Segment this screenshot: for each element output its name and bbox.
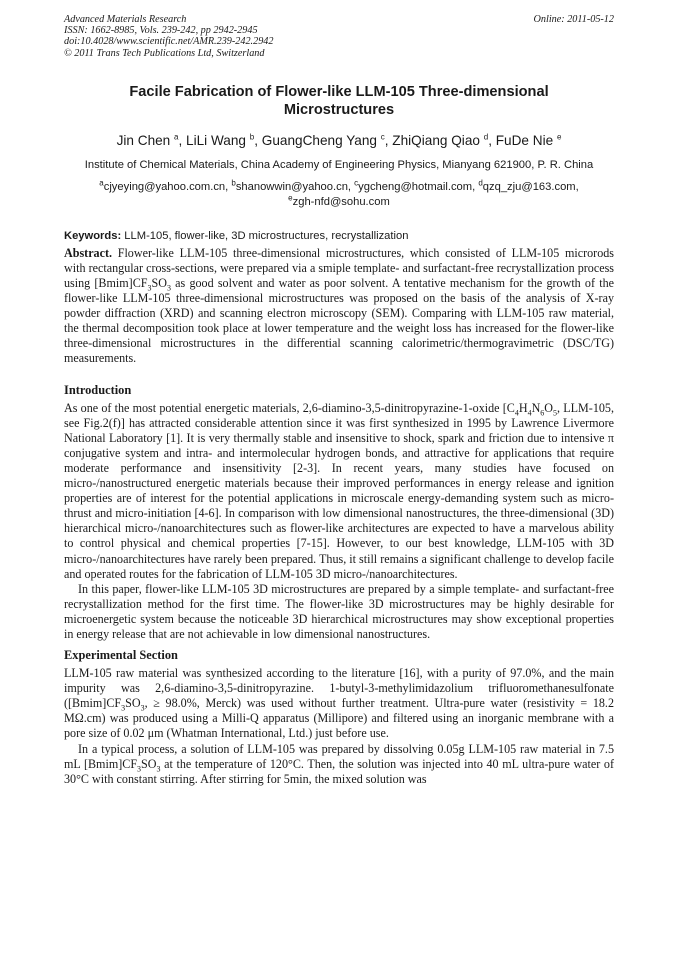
body-text: In a typical process, a solution of LLM-105 was prepared by dissolving 0.05g LLM-105 raw material in 7.5 mL [Bmim]CF	[64, 741, 614, 771]
abstract-text: SO	[151, 276, 167, 290]
author-mark: c	[380, 132, 385, 142]
body-text: SO	[125, 696, 141, 711]
body-text: SO	[141, 756, 157, 771]
author-name: ZhiQiang Qiao	[392, 132, 480, 148]
keywords-text: LLM-105, flower-like, 3D microstructures, recrystallization	[121, 229, 409, 242]
journal-header	[64, 14, 614, 59]
body-text: , LLM-105, see Fig.2(f)] has attracted considerable attention since it was first synthesized in 1995 by Lawrence Livermore National Laboratory [1]. It is very thermally stable and insensitive to shock, spark and friction due to intensive π conjugative system and intra- and intermolecular hydrogen bonds, and attractive for applications that require moderate performance and insensitivity [2-3]. In recent years, many studies have focused on micro-/nanostructured energetic materials because their improved performances in energy release and ignition properties are of interest for the potential applications in microscale energy-demanding system such as micro-thrust and micro-initiation [4-6]. In comparison with low dimensional nanostructures, the three-dimensional (3D) hierarchical micro-/nanoarchitectures such as flower-like architectures are expected to have a marvelous ability to control physical and chemical properties [7-15]. However, to our best knowledge, LLM-105 with 3D micro-/nanoarchitectures have rarely been prepared. Thus, it still remains a significant challenge to develop facile and operated routes for the fabrication of LLM-105 3D micro-/nanoarchitectures.	[64, 400, 614, 581]
introduction-heading: Introduction	[64, 382, 132, 397]
email-address[interactable]: cjyeying@yahoo.com.cn,	[103, 180, 232, 193]
keywords	[64, 229, 614, 243]
email-mark: b	[231, 178, 236, 188]
subscript: 3	[147, 283, 152, 293]
body-text: H	[518, 400, 528, 415]
subscript: 6	[540, 407, 545, 417]
email-mark: e	[288, 193, 293, 203]
introduction-paragraph-2: In this paper, flower-like LLM-105 3D microstructures are prepared by a simple template- and surfactant-free recrystallization method for the first time. The flower-like 3D microstructures may be highly desirable for microenergetic system because the noticeable 3D hierarchical microstructures may show exceptional properties in energy release that are not achievable in low dimensional nanostructures.	[64, 581, 614, 641]
body-text: LLM-105 raw material was synthesized according to the literature [16], with a purity of 97.0%, and the main impurity was 2,6-diamino-3,5-dinitropyrazine. 1-butyl-3-methylimidazolium trifluoromethanesulfonate ([Bmim]CF	[64, 666, 614, 711]
author-mark: e	[556, 132, 562, 142]
abstract-label: Abstract.	[64, 245, 113, 260]
journal-issn: ISSN: 1662-8985, Vols. 239-242, pp 2942-2945	[64, 25, 258, 37]
journal-name: Advanced Materials Research	[64, 14, 187, 25]
email-mark: a	[99, 178, 104, 188]
body-text: As one of the most potential energetic materials, 2,6-diamino-3,5-dinitropyrazine-1-oxide [C	[64, 400, 515, 415]
subscript: 4	[527, 407, 532, 417]
author-mark: d	[483, 132, 489, 142]
introduction-paragraph-1	[64, 401, 614, 582]
email-address[interactable]: qzq_zju@163.com,	[482, 180, 579, 193]
email-address[interactable]: zgh-nfd@sohu.com	[292, 195, 390, 208]
author-list: Jin Chen $^a$, LiLi Wang $^b$, GuangCheng Yang $^c$, ZhiQiang Qiao $^d$, FuDe Nie $^e$	[116, 132, 562, 148]
email-mark: d	[478, 178, 483, 188]
email-address[interactable]: ygcheng@hotmail.com,	[358, 180, 479, 193]
experimental-heading: Experimental Section	[64, 648, 178, 663]
body-text: O	[544, 400, 554, 415]
author-name: GuangCheng Yang	[261, 132, 377, 148]
subscript: 3	[121, 703, 126, 713]
journal-copyright: © 2011 Trans Tech Publications Ltd, Switzerland	[64, 47, 265, 59]
subscript: 3	[156, 764, 161, 774]
subscript: 4	[514, 407, 519, 417]
author-name: Jin Chen	[116, 132, 171, 148]
experimental-paragraph-1	[64, 666, 614, 741]
subscript: 3	[137, 764, 142, 774]
author-mark: b	[249, 132, 255, 142]
author-name: LiLi Wang	[186, 132, 246, 148]
email-list	[64, 180, 614, 210]
paper-page	[64, 14, 614, 787]
online-date: Online: 2011-05-12	[533, 14, 614, 25]
paper-title: Facile Fabrication of Flower-like LLM-105 Three-dimensional Microstructures	[129, 83, 549, 118]
journal-doi: doi:10.4028/www.scientific.net/AMR.239-242.2942	[64, 36, 274, 48]
body-text: at the temperature of 120°C. Then, the solution was injected into 40 mL ultra-pure water of 30°C with constant stirring. After stirring for 5min, the mixed solution was	[64, 756, 614, 786]
affiliation: Institute of Chemical Materials, China Academy of Engineering Physics, Mianyang 621900, P. R. China	[84, 158, 594, 171]
subscript: 5	[553, 407, 558, 417]
abstract-text: Flower-like LLM-105 three-dimensional microstructures, which consisted of LLM-105 microrods with rectangular cross-sections, were prepared via a smiple template- and surfactant-free recrystallization process using [Bmim]CF	[64, 245, 614, 290]
email-mark: c	[354, 178, 359, 188]
email-address[interactable]: shanowwin@yahoo.cn,	[235, 180, 355, 193]
author-mark: a	[174, 132, 179, 142]
author-name: FuDe Nie	[495, 132, 554, 148]
experimental-paragraph-2	[64, 742, 614, 787]
body-text: N	[531, 400, 541, 415]
subscript: 3	[140, 703, 145, 713]
abstract-text: as good solvent and water as poor solvent. A tentative mechanism for the growth of the flower-like LLM-105 three-dimensional microstructures was proposed on the basis of the analysis of X-ray powder diffraction (XRD) and scanning electron microscopy (SEM). Comparing with LLM-105 raw material, the thermal decomposition took place at lower temperature and the weight loss has increased for the flower-like three-dimensional microstructures in the differential scanning calorimetric/thermogravimetric (DSC/TG) measurements.	[64, 276, 614, 366]
body-text: , ≥ 98.0%, Merck) was used without further treatment. Ultra-pure water (resistivity = 18.2 MΩ.cm) was produced using a Milli-Q apparatus (Millipore) and filtered using an inorganic membrane with a pore size of 0.02 μm (Whatman International, Ltd.) just before use.	[64, 696, 614, 741]
keywords-label: Keywords:	[64, 229, 122, 242]
subscript: 3	[166, 283, 171, 293]
abstract	[64, 246, 614, 367]
